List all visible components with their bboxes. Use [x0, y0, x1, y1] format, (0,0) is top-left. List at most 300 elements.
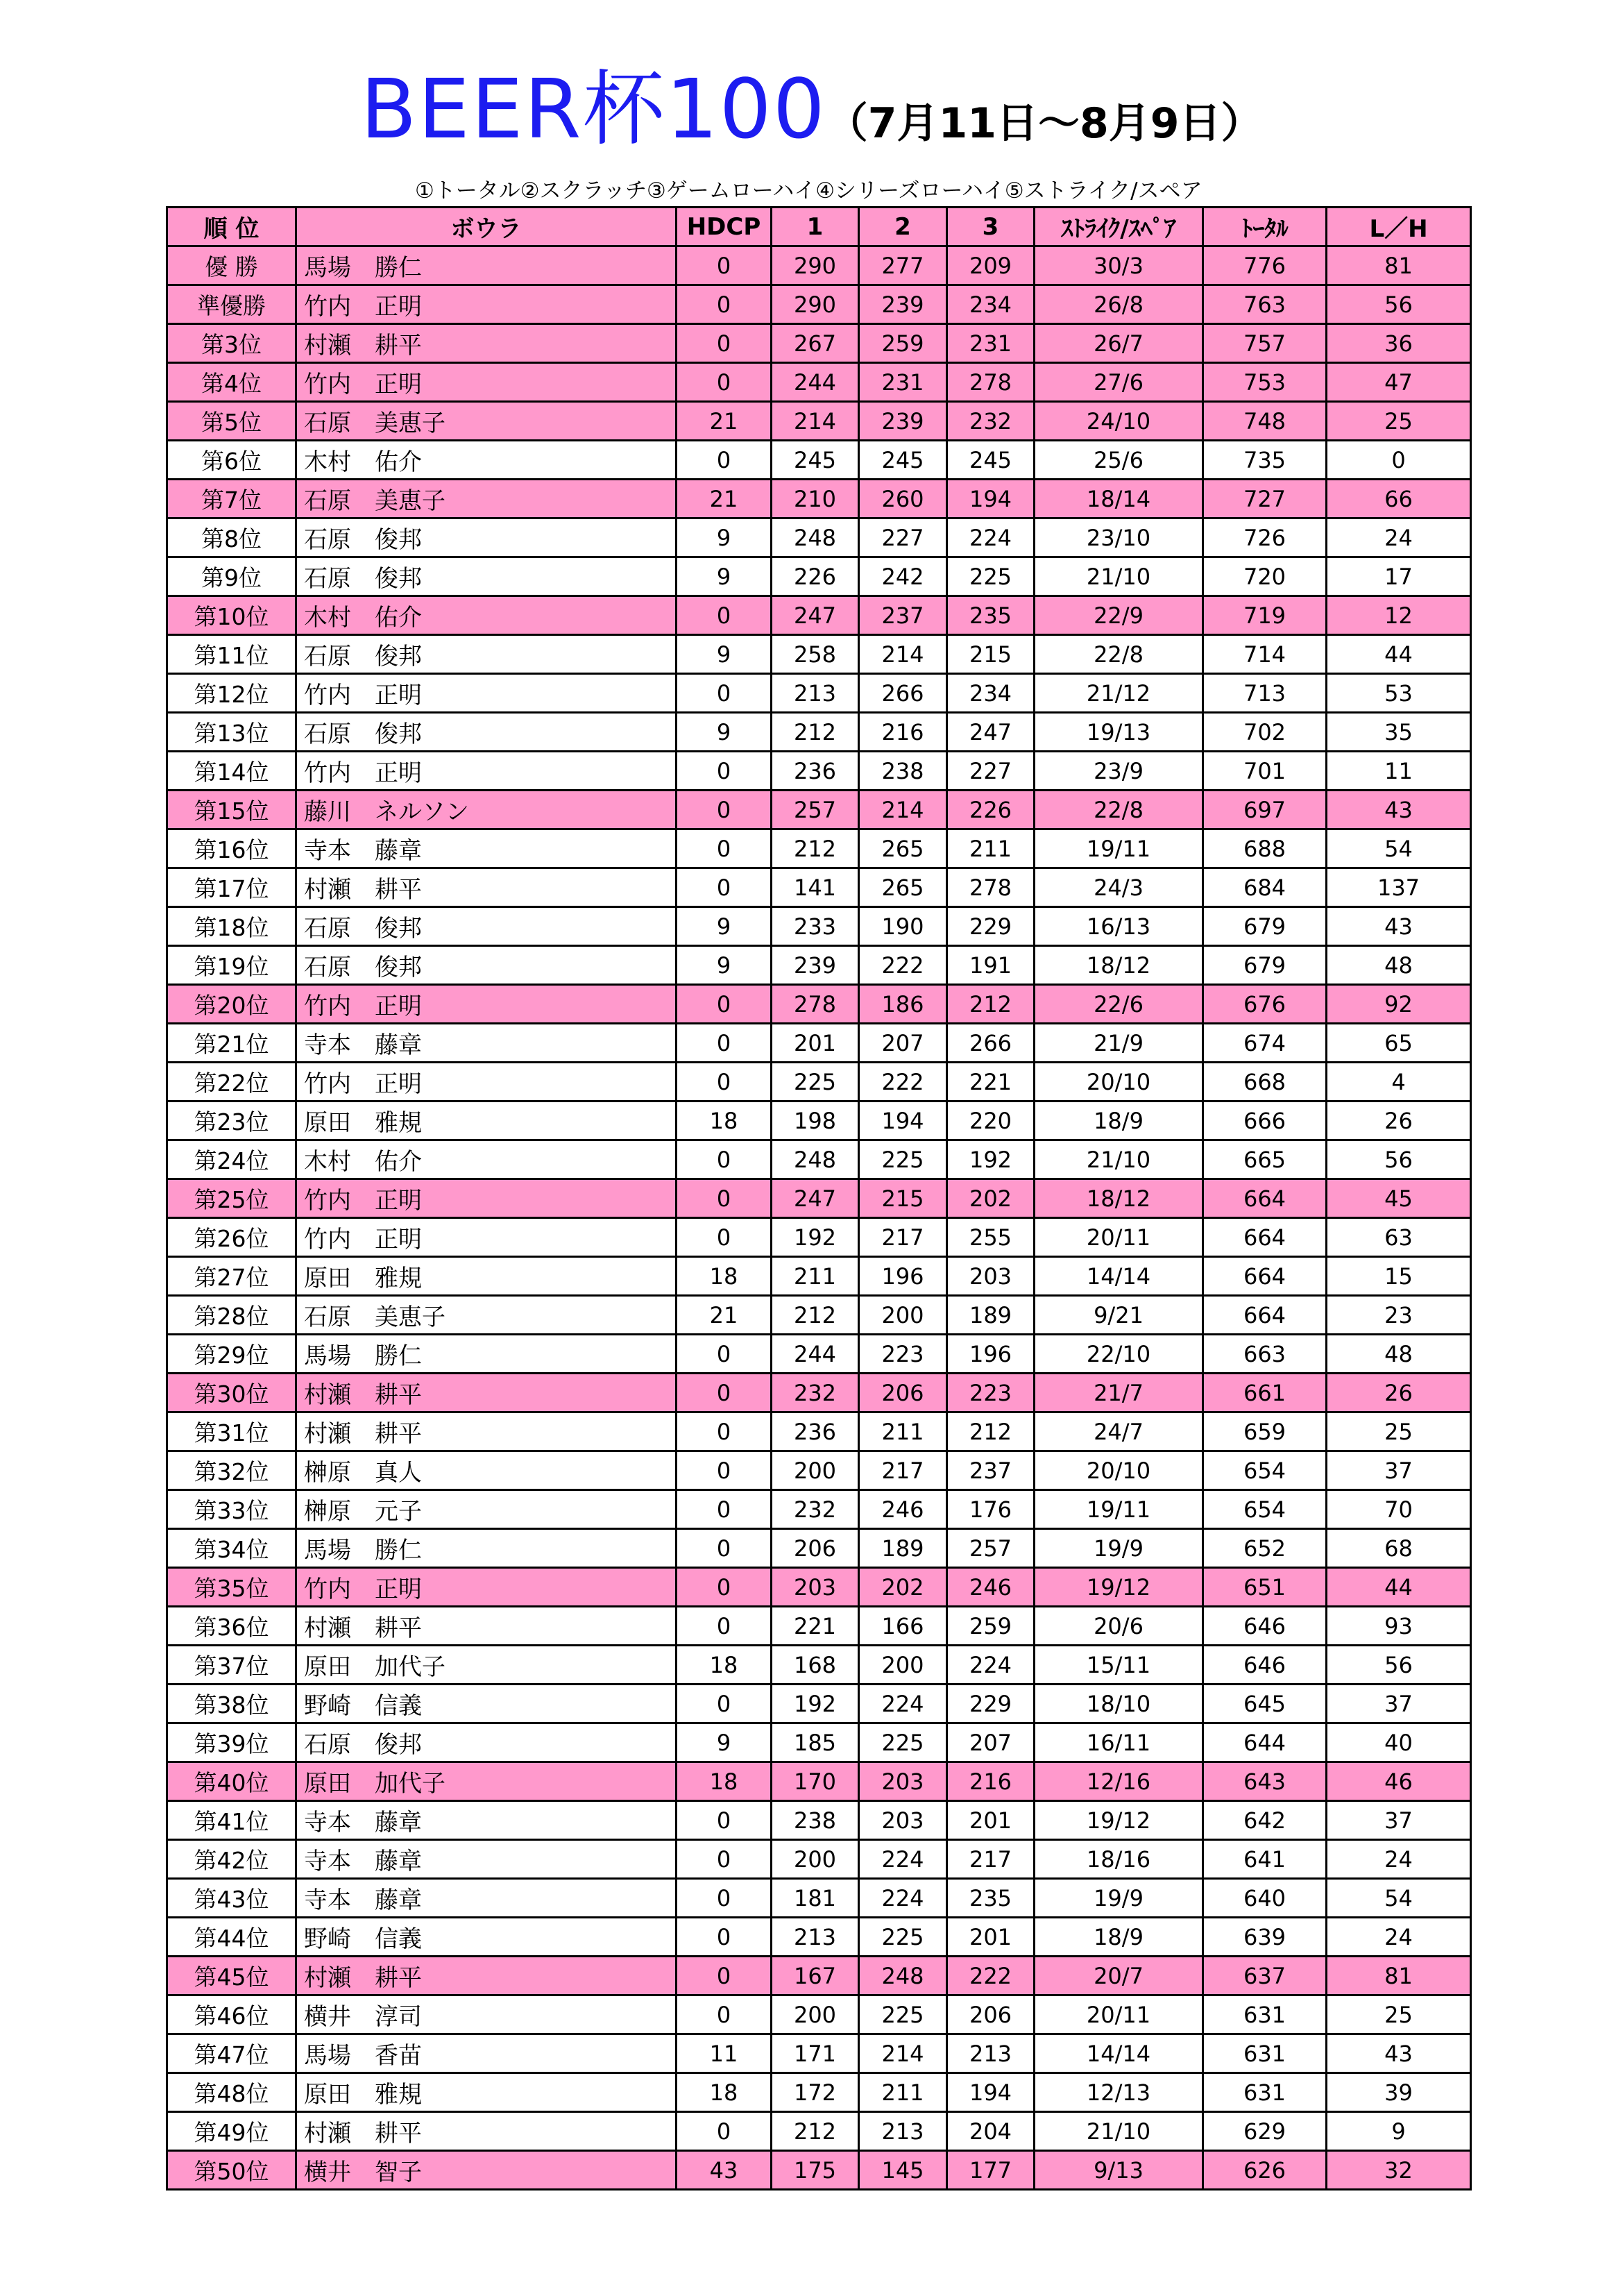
game-1-cell: 238	[772, 1801, 859, 1840]
strike-spare-cell: 24/7	[1035, 1412, 1203, 1451]
table-row	[167, 1218, 1471, 1257]
game-3-cell: 225	[947, 557, 1035, 596]
low-high-cell: 39	[1327, 2073, 1471, 2112]
ranking-table	[166, 206, 1472, 2191]
table-row	[167, 1879, 1471, 1918]
table-row	[167, 1529, 1471, 1568]
bowler-cell: 竹内 正明	[296, 1218, 677, 1257]
bowler-cell: 藤川 ネルソン	[296, 791, 677, 829]
strike-spare-cell: 20/10	[1035, 1451, 1203, 1490]
game-2-cell: 259	[859, 324, 947, 363]
game-3-cell: 235	[947, 1879, 1035, 1918]
game-3-cell: 245	[947, 441, 1035, 480]
game-2-cell: 166	[859, 1607, 947, 1646]
table-row	[167, 946, 1471, 985]
low-high-cell: 44	[1327, 635, 1471, 674]
strike-spare-cell: 19/12	[1035, 1801, 1203, 1840]
game-3-cell: 201	[947, 1801, 1035, 1840]
bowler-cell: 石原 俊邦	[296, 907, 677, 946]
bowler-cell: 寺本 藤章	[296, 1801, 677, 1840]
bowler-cell: 石原 俊邦	[296, 518, 677, 557]
bowler-cell: 馬場 勝仁	[296, 1335, 677, 1374]
game-2-cell: 224	[859, 1879, 947, 1918]
bowler-cell: 木村 佑介	[296, 441, 677, 480]
game-1-cell: 210	[772, 480, 859, 518]
header-hdcp: HDCP	[677, 208, 772, 246]
game-1-cell: 267	[772, 324, 859, 363]
game-1-cell: 206	[772, 1529, 859, 1568]
total-cell: 631	[1203, 2034, 1327, 2073]
total-cell: 720	[1203, 557, 1327, 596]
game-3-cell: 222	[947, 1957, 1035, 1995]
bowler-cell: 竹内 正明	[296, 674, 677, 713]
table-row	[167, 907, 1471, 946]
bowler-cell: 原田 雅規	[296, 2073, 677, 2112]
game-3-cell: 215	[947, 635, 1035, 674]
game-1-cell: 233	[772, 907, 859, 946]
strike-spare-cell: 20/11	[1035, 1995, 1203, 2034]
strike-spare-cell: 27/6	[1035, 363, 1203, 402]
game-1-cell: 200	[772, 1451, 859, 1490]
bowler-cell: 村瀬 耕平	[296, 1607, 677, 1646]
game-2-cell: 213	[859, 2112, 947, 2151]
rank-cell: 第46位	[167, 1995, 296, 2034]
table-row	[167, 1762, 1471, 1801]
rank-cell: 第38位	[167, 1685, 296, 1723]
bowler-cell: 竹内 正明	[296, 363, 677, 402]
game-2-cell: 239	[859, 285, 947, 324]
strike-spare-cell: 18/12	[1035, 946, 1203, 985]
game-1-cell: 257	[772, 791, 859, 829]
low-high-cell: 26	[1327, 1374, 1471, 1412]
strike-spare-cell: 18/9	[1035, 1918, 1203, 1957]
hdcp-cell: 0	[677, 1412, 772, 1451]
low-high-cell: 48	[1327, 1335, 1471, 1374]
low-high-cell: 37	[1327, 1685, 1471, 1723]
header-total: ﾄｰﾀﾙ	[1203, 208, 1327, 246]
header-game-1: 1	[772, 208, 859, 246]
table-row	[167, 635, 1471, 674]
strike-spare-cell: 19/11	[1035, 829, 1203, 868]
bowler-cell: 石原 俊邦	[296, 713, 677, 752]
hdcp-cell: 18	[677, 1646, 772, 1685]
table-row	[167, 1451, 1471, 1490]
table-row	[167, 1723, 1471, 1762]
bowler-cell: 石原 俊邦	[296, 635, 677, 674]
table-row	[167, 324, 1471, 363]
table-row	[167, 285, 1471, 324]
hdcp-cell: 9	[677, 1723, 772, 1762]
game-1-cell: 185	[772, 1723, 859, 1762]
bowler-cell: 石原 美恵子	[296, 402, 677, 441]
rank-cell: 第13位	[167, 713, 296, 752]
hdcp-cell: 0	[677, 246, 772, 285]
bowler-cell: 原田 雅規	[296, 1257, 677, 1296]
table-row	[167, 1801, 1471, 1840]
game-1-cell: 171	[772, 2034, 859, 2073]
hdcp-cell: 0	[677, 1451, 772, 1490]
game-3-cell: 231	[947, 324, 1035, 363]
bowler-cell: 石原 俊邦	[296, 946, 677, 985]
strike-spare-cell: 21/7	[1035, 1374, 1203, 1412]
total-cell: 727	[1203, 480, 1327, 518]
strike-spare-cell: 22/8	[1035, 791, 1203, 829]
bowler-cell: 竹内 正明	[296, 752, 677, 791]
total-cell: 640	[1203, 1879, 1327, 1918]
hdcp-cell: 0	[677, 1568, 772, 1607]
low-high-cell: 47	[1327, 363, 1471, 402]
game-2-cell: 225	[859, 1918, 947, 1957]
strike-spare-cell: 23/10	[1035, 518, 1203, 557]
game-3-cell: 229	[947, 1685, 1035, 1723]
game-3-cell: 194	[947, 2073, 1035, 2112]
total-cell: 645	[1203, 1685, 1327, 1723]
bowler-cell: 木村 佑介	[296, 596, 677, 635]
strike-spare-cell: 21/10	[1035, 1140, 1203, 1179]
strike-spare-cell: 26/7	[1035, 324, 1203, 363]
total-cell: 639	[1203, 1918, 1327, 1957]
game-1-cell: 141	[772, 868, 859, 907]
rank-cell: 優 勝	[167, 246, 296, 285]
low-high-cell: 26	[1327, 1101, 1471, 1140]
strike-spare-cell: 23/9	[1035, 752, 1203, 791]
hdcp-cell: 0	[677, 1024, 772, 1063]
low-high-cell: 17	[1327, 557, 1471, 596]
low-high-cell: 46	[1327, 1762, 1471, 1801]
bowler-cell: 石原 美恵子	[296, 1296, 677, 1335]
strike-spare-cell: 18/12	[1035, 1179, 1203, 1218]
game-2-cell: 239	[859, 402, 947, 441]
game-3-cell: 232	[947, 402, 1035, 441]
game-3-cell: 207	[947, 1723, 1035, 1762]
hdcp-cell: 0	[677, 2112, 772, 2151]
hdcp-cell: 0	[677, 1685, 772, 1723]
total-cell: 651	[1203, 1568, 1327, 1607]
low-high-cell: 70	[1327, 1490, 1471, 1529]
game-1-cell: 239	[772, 946, 859, 985]
bowler-cell: 榊原 元子	[296, 1490, 677, 1529]
game-2-cell: 200	[859, 1296, 947, 1335]
total-cell: 753	[1203, 363, 1327, 402]
hdcp-cell: 0	[677, 985, 772, 1024]
hdcp-cell: 0	[677, 441, 772, 480]
rank-cell: 第6位	[167, 441, 296, 480]
strike-spare-cell: 16/11	[1035, 1723, 1203, 1762]
low-high-cell: 43	[1327, 791, 1471, 829]
game-1-cell: 226	[772, 557, 859, 596]
game-2-cell: 237	[859, 596, 947, 635]
bowler-cell: 寺本 藤章	[296, 1879, 677, 1918]
low-high-cell: 68	[1327, 1529, 1471, 1568]
total-cell: 701	[1203, 752, 1327, 791]
game-1-cell: 236	[772, 1412, 859, 1451]
game-1-cell: 248	[772, 518, 859, 557]
strike-spare-cell: 26/8	[1035, 285, 1203, 324]
game-3-cell: 194	[947, 480, 1035, 518]
total-cell: 637	[1203, 1957, 1327, 1995]
total-cell: 654	[1203, 1451, 1327, 1490]
rank-cell: 第19位	[167, 946, 296, 985]
rank-cell: 第47位	[167, 2034, 296, 2073]
total-cell: 748	[1203, 402, 1327, 441]
game-2-cell: 214	[859, 2034, 947, 2073]
hdcp-cell: 0	[677, 1179, 772, 1218]
total-cell: 642	[1203, 1801, 1327, 1840]
table-row	[167, 1490, 1471, 1529]
rank-cell: 第25位	[167, 1179, 296, 1218]
hdcp-cell: 18	[677, 1101, 772, 1140]
game-2-cell: 265	[859, 829, 947, 868]
game-3-cell: 203	[947, 1257, 1035, 1296]
table-row	[167, 1918, 1471, 1957]
game-2-cell: 200	[859, 1646, 947, 1685]
bowler-cell: 横井 智子	[296, 2151, 677, 2190]
total-cell: 663	[1203, 1335, 1327, 1374]
game-3-cell: 204	[947, 2112, 1035, 2151]
total-cell: 664	[1203, 1257, 1327, 1296]
total-cell: 664	[1203, 1179, 1327, 1218]
game-2-cell: 214	[859, 791, 947, 829]
game-3-cell: 206	[947, 1995, 1035, 2034]
game-1-cell: 221	[772, 1607, 859, 1646]
hdcp-cell: 0	[677, 1335, 772, 1374]
hdcp-cell: 0	[677, 1957, 772, 1995]
game-2-cell: 222	[859, 1063, 947, 1101]
bowler-cell: 村瀬 耕平	[296, 868, 677, 907]
total-cell: 666	[1203, 1101, 1327, 1140]
game-1-cell: 290	[772, 246, 859, 285]
low-high-cell: 25	[1327, 1412, 1471, 1451]
game-3-cell: 229	[947, 907, 1035, 946]
hdcp-cell: 9	[677, 946, 772, 985]
game-3-cell: 192	[947, 1140, 1035, 1179]
total-cell: 629	[1203, 2112, 1327, 2151]
bowler-cell: 原田 雅規	[296, 1101, 677, 1140]
bowler-cell: 竹内 正明	[296, 1568, 677, 1607]
game-1-cell: 214	[772, 402, 859, 441]
total-cell: 719	[1203, 596, 1327, 635]
header-low-high: L／H	[1327, 208, 1471, 246]
game-1-cell: 172	[772, 2073, 859, 2112]
hdcp-cell: 0	[677, 324, 772, 363]
game-3-cell: 212	[947, 985, 1035, 1024]
rank-cell: 第45位	[167, 1957, 296, 1995]
rank-cell: 第24位	[167, 1140, 296, 1179]
total-cell: 763	[1203, 285, 1327, 324]
total-cell: 668	[1203, 1063, 1327, 1101]
game-1-cell: 245	[772, 441, 859, 480]
hdcp-cell: 21	[677, 402, 772, 441]
game-1-cell: 212	[772, 829, 859, 868]
bowler-cell: 竹内 正明	[296, 285, 677, 324]
low-high-cell: 45	[1327, 1179, 1471, 1218]
total-cell: 659	[1203, 1412, 1327, 1451]
low-high-cell: 25	[1327, 402, 1471, 441]
game-3-cell: 189	[947, 1296, 1035, 1335]
title-date-range: （7月11日～8月9日）	[826, 99, 1263, 148]
strike-spare-cell: 22/10	[1035, 1335, 1203, 1374]
game-3-cell: 237	[947, 1451, 1035, 1490]
hdcp-cell: 9	[677, 518, 772, 557]
hdcp-cell: 0	[677, 674, 772, 713]
bowler-cell: 石原 美恵子	[296, 480, 677, 518]
game-3-cell: 226	[947, 791, 1035, 829]
game-2-cell: 242	[859, 557, 947, 596]
hdcp-cell: 9	[677, 557, 772, 596]
table-row	[167, 829, 1471, 868]
game-1-cell: 290	[772, 285, 859, 324]
bowler-cell: 原田 加代子	[296, 1646, 677, 1685]
game-2-cell: 189	[859, 1529, 947, 1568]
bowler-cell: 竹内 正明	[296, 985, 677, 1024]
hdcp-cell: 0	[677, 1801, 772, 1840]
table-row	[167, 557, 1471, 596]
total-cell: 688	[1203, 829, 1327, 868]
table-row	[167, 2112, 1471, 2151]
low-high-cell: 36	[1327, 324, 1471, 363]
total-cell: 654	[1203, 1490, 1327, 1529]
rank-cell: 第30位	[167, 1374, 296, 1412]
bowler-cell: 村瀬 耕平	[296, 1412, 677, 1451]
total-cell: 679	[1203, 907, 1327, 946]
bowler-cell: 村瀬 耕平	[296, 1957, 677, 1995]
total-cell: 631	[1203, 2073, 1327, 2112]
bowler-cell: 寺本 藤章	[296, 1840, 677, 1879]
table-row	[167, 674, 1471, 713]
table-row	[167, 868, 1471, 907]
low-high-cell: 137	[1327, 868, 1471, 907]
header-strike-spare: ｽﾄﾗｲｸ/ｽﾍﾟｱ	[1035, 208, 1203, 246]
table-row	[167, 1257, 1471, 1296]
game-1-cell: 200	[772, 1840, 859, 1879]
game-1-cell: 213	[772, 1918, 859, 1957]
hdcp-cell: 0	[677, 1063, 772, 1101]
rank-cell: 第21位	[167, 1024, 296, 1063]
game-1-cell: 170	[772, 1762, 859, 1801]
game-2-cell: 214	[859, 635, 947, 674]
table-row	[167, 1995, 1471, 2034]
strike-spare-cell: 18/16	[1035, 1840, 1203, 1879]
bowler-cell: 横井 淳司	[296, 1995, 677, 2034]
total-cell: 631	[1203, 1995, 1327, 2034]
bowler-cell: 石原 俊邦	[296, 1723, 677, 1762]
rank-cell: 第4位	[167, 363, 296, 402]
rank-cell: 第11位	[167, 635, 296, 674]
strike-spare-cell: 20/7	[1035, 1957, 1203, 1995]
total-cell: 776	[1203, 246, 1327, 285]
strike-spare-cell: 14/14	[1035, 1257, 1203, 1296]
game-3-cell: 213	[947, 2034, 1035, 2073]
hdcp-cell: 0	[677, 1607, 772, 1646]
hdcp-cell: 0	[677, 1140, 772, 1179]
header-rank: 順 位	[167, 208, 296, 246]
table-row	[167, 363, 1471, 402]
game-2-cell: 207	[859, 1024, 947, 1063]
strike-spare-cell: 21/10	[1035, 557, 1203, 596]
bowler-cell: 野崎 信義	[296, 1918, 677, 1957]
rank-cell: 第31位	[167, 1412, 296, 1451]
rank-cell: 第34位	[167, 1529, 296, 1568]
rank-cell: 第41位	[167, 1801, 296, 1840]
rank-cell: 第39位	[167, 1723, 296, 1762]
rank-cell: 第3位	[167, 324, 296, 363]
total-cell: 684	[1203, 868, 1327, 907]
strike-spare-cell: 22/9	[1035, 596, 1203, 635]
game-3-cell: 234	[947, 674, 1035, 713]
game-1-cell: 244	[772, 1335, 859, 1374]
table-row	[167, 2151, 1471, 2190]
strike-spare-cell: 21/10	[1035, 2112, 1203, 2151]
table-row	[167, 518, 1471, 557]
title-main: BEER杯100	[360, 61, 826, 157]
game-2-cell: 224	[859, 1840, 947, 1879]
bowler-cell: 竹内 正明	[296, 1063, 677, 1101]
game-1-cell: 168	[772, 1646, 859, 1685]
low-high-cell: 56	[1327, 285, 1471, 324]
strike-spare-cell: 9/13	[1035, 2151, 1203, 2190]
table-row	[167, 2073, 1471, 2112]
total-cell: 757	[1203, 324, 1327, 363]
rank-cell: 第35位	[167, 1568, 296, 1607]
low-high-cell: 43	[1327, 2034, 1471, 2073]
low-high-cell: 54	[1327, 1879, 1471, 1918]
hdcp-cell: 18	[677, 2073, 772, 2112]
game-2-cell: 266	[859, 674, 947, 713]
bowler-cell: 竹内 正明	[296, 1179, 677, 1218]
game-2-cell: 217	[859, 1451, 947, 1490]
game-3-cell: 224	[947, 518, 1035, 557]
table-row	[167, 791, 1471, 829]
low-high-cell: 65	[1327, 1024, 1471, 1063]
bowler-cell: 原田 加代子	[296, 1762, 677, 1801]
total-cell: 646	[1203, 1646, 1327, 1685]
rank-cell: 第33位	[167, 1490, 296, 1529]
table-row	[167, 441, 1471, 480]
low-high-cell: 44	[1327, 1568, 1471, 1607]
low-high-cell: 63	[1327, 1218, 1471, 1257]
table-row	[167, 1685, 1471, 1723]
game-2-cell: 225	[859, 1995, 947, 2034]
low-high-cell: 15	[1327, 1257, 1471, 1296]
strike-spare-cell: 18/10	[1035, 1685, 1203, 1723]
hdcp-cell: 0	[677, 1840, 772, 1879]
game-1-cell: 200	[772, 1995, 859, 2034]
game-1-cell: 175	[772, 2151, 859, 2190]
hdcp-cell: 18	[677, 1762, 772, 1801]
game-3-cell: 246	[947, 1568, 1035, 1607]
bowler-cell: 野崎 信義	[296, 1685, 677, 1723]
rank-cell: 第42位	[167, 1840, 296, 1879]
strike-spare-cell: 18/14	[1035, 480, 1203, 518]
strike-spare-cell: 25/6	[1035, 441, 1203, 480]
game-3-cell: 234	[947, 285, 1035, 324]
game-2-cell: 206	[859, 1374, 947, 1412]
game-3-cell: 221	[947, 1063, 1035, 1101]
strike-spare-cell: 24/3	[1035, 868, 1203, 907]
game-2-cell: 211	[859, 1412, 947, 1451]
strike-spare-cell: 22/8	[1035, 635, 1203, 674]
hdcp-cell: 9	[677, 713, 772, 752]
strike-spare-cell: 21/9	[1035, 1024, 1203, 1063]
low-high-cell: 0	[1327, 441, 1471, 480]
total-cell: 661	[1203, 1374, 1327, 1412]
low-high-cell: 40	[1327, 1723, 1471, 1762]
total-cell: 664	[1203, 1218, 1327, 1257]
game-2-cell: 246	[859, 1490, 947, 1529]
rank-cell: 第49位	[167, 2112, 296, 2151]
low-high-cell: 24	[1327, 518, 1471, 557]
rank-cell: 第17位	[167, 868, 296, 907]
